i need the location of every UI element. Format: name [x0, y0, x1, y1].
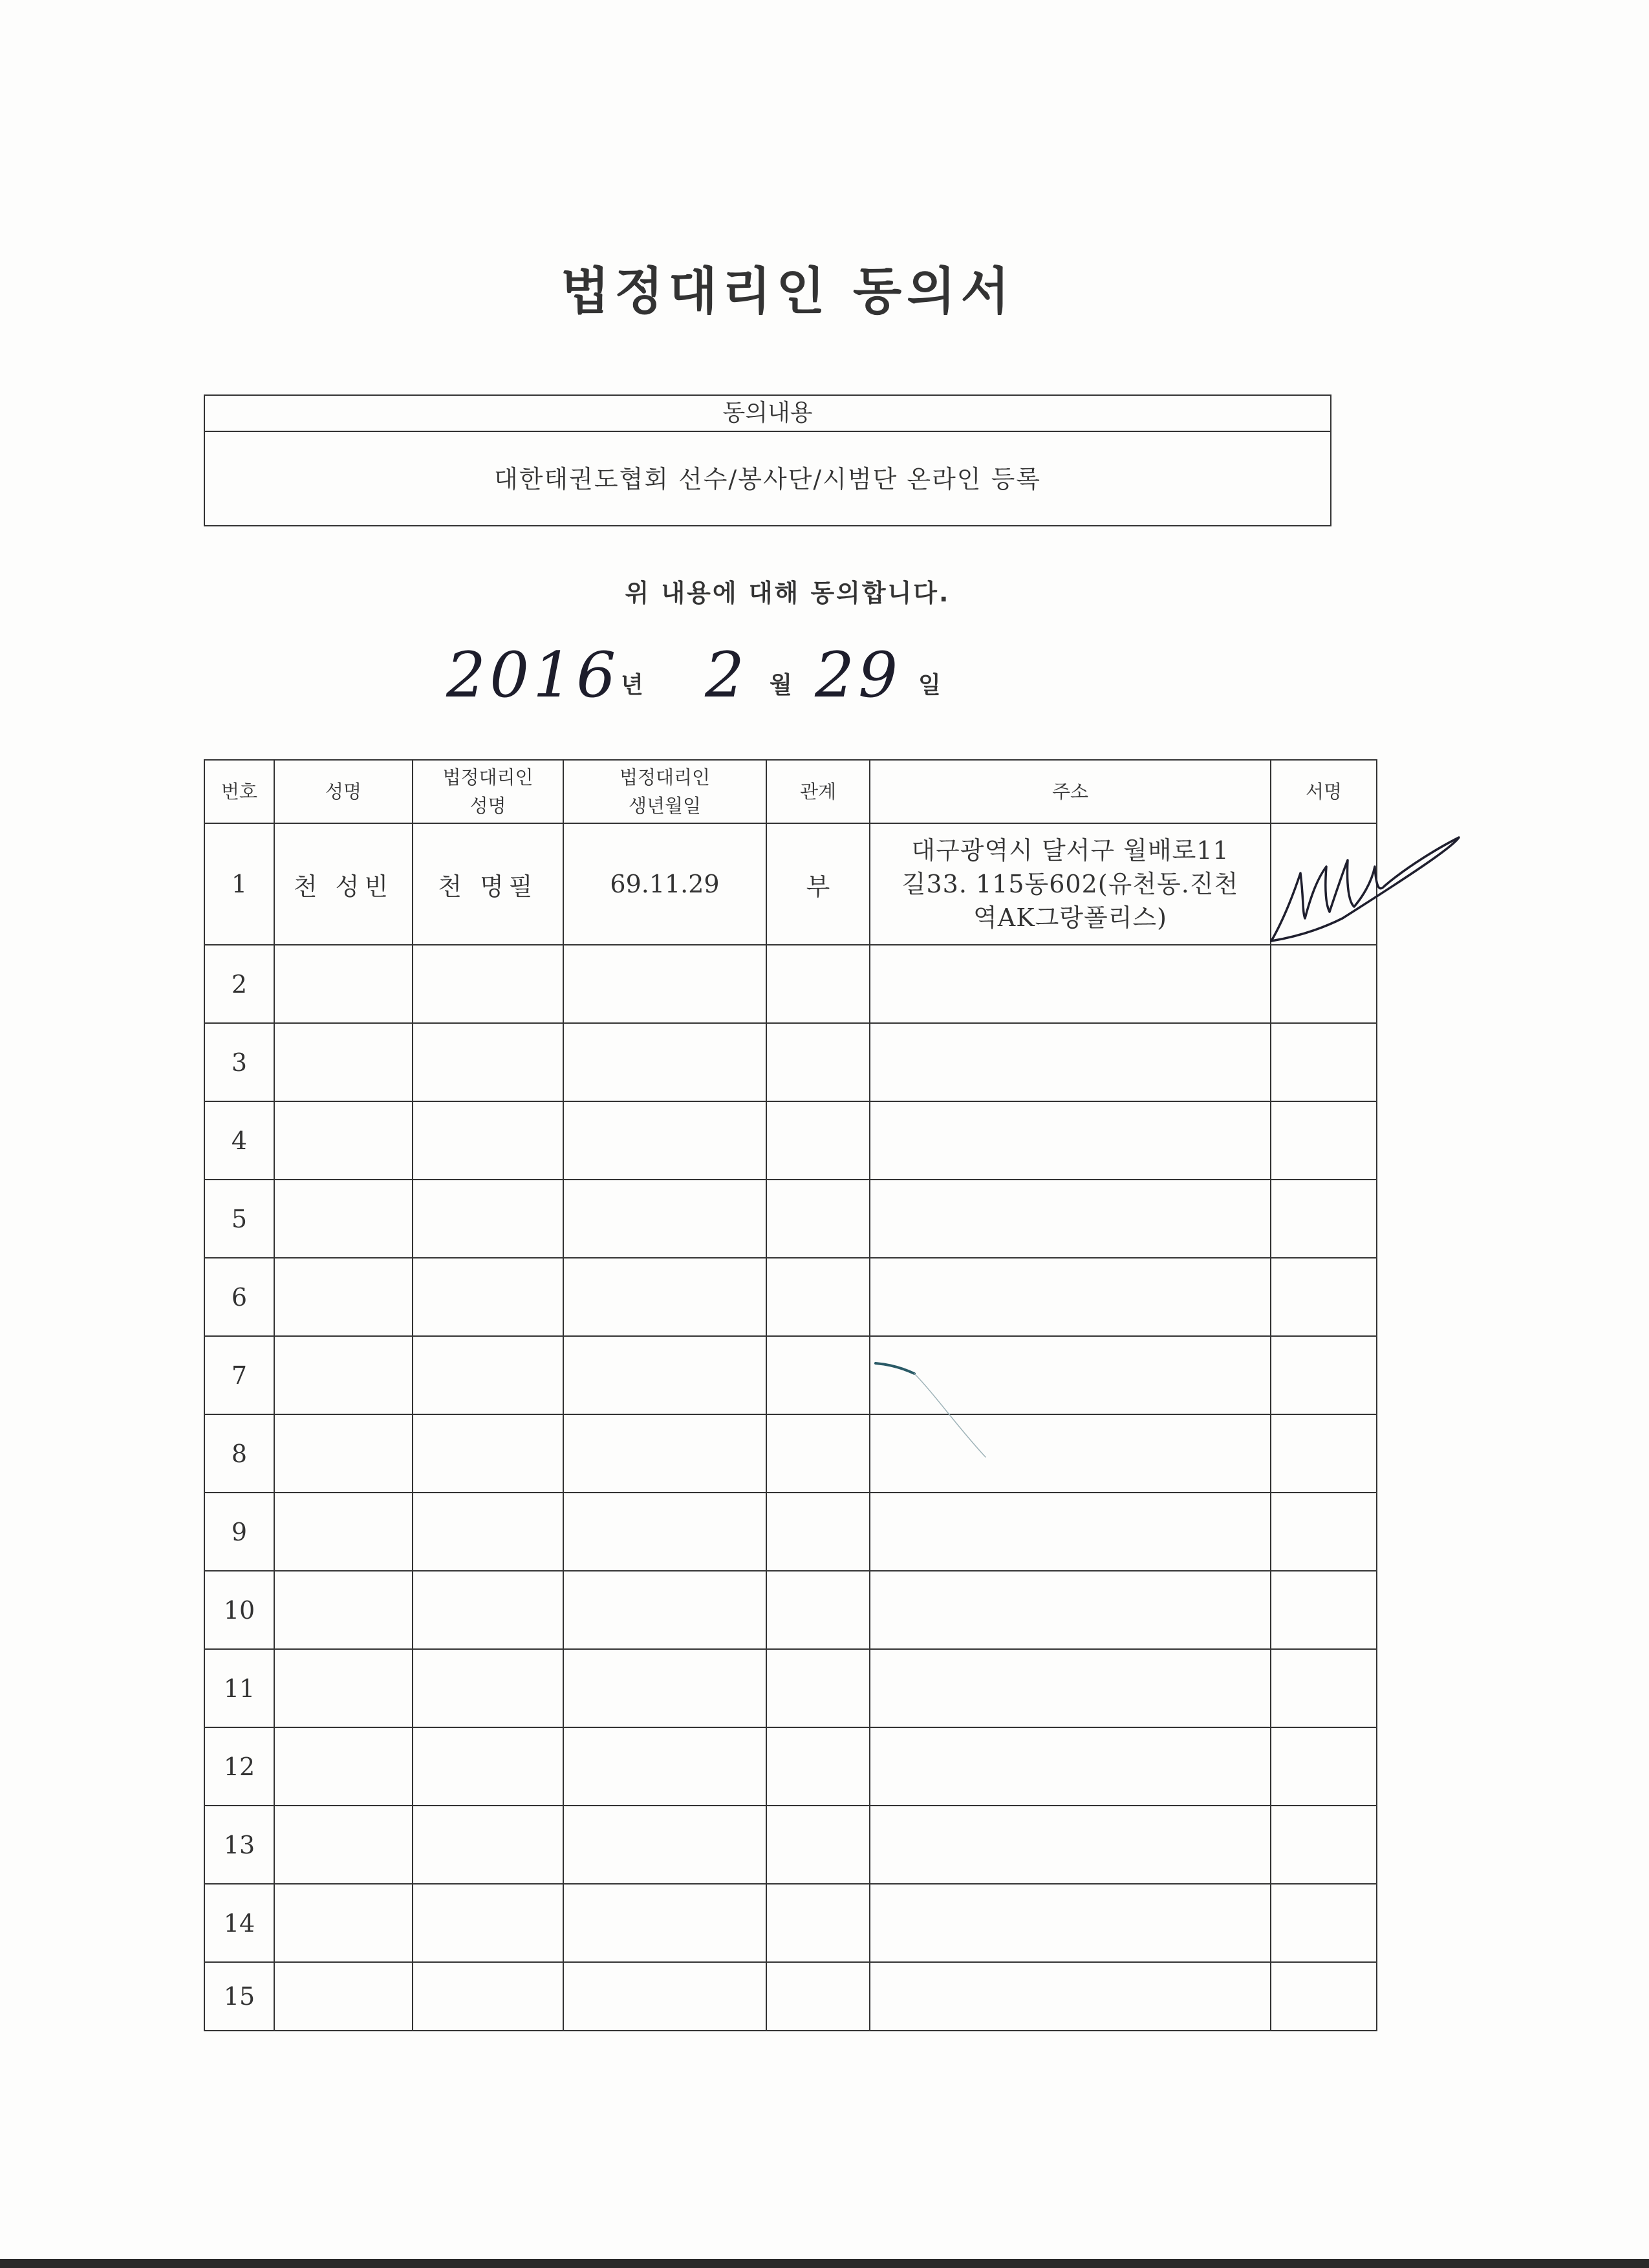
table-row: [204, 945, 1377, 1023]
table-row: [204, 1806, 1377, 1884]
cell-no: 8: [204, 1414, 274, 1493]
consent-header: 동의내용: [205, 396, 1330, 432]
registration-table: [204, 759, 1377, 2031]
cell-rep-birth: 69.11.29: [563, 823, 766, 945]
cell-relation: 부: [766, 823, 870, 945]
header-rep-birth: [563, 760, 766, 823]
table-row: [204, 1023, 1377, 1101]
cell-no: 4: [204, 1101, 274, 1180]
table-row: [204, 1101, 1377, 1180]
cell-no: 14: [204, 1884, 274, 1962]
cell-rep-name: 천 명필: [413, 823, 563, 945]
table-row: [204, 1571, 1377, 1649]
table-row: [204, 1649, 1377, 1727]
handwritten-signature: [1265, 821, 1472, 944]
cell-signature: [1271, 823, 1377, 945]
date-month-unit: 월: [770, 672, 792, 698]
cell-no: 1: [204, 823, 274, 945]
header-no: 번호: [204, 760, 274, 823]
cell-no: 9: [204, 1493, 274, 1571]
table-row: [204, 1962, 1377, 2031]
cell-no: 13: [204, 1806, 274, 1884]
header-name: 성명: [274, 760, 413, 823]
table-row: [204, 1414, 1377, 1493]
header-signature: 서명: [1271, 760, 1377, 823]
cell-no: 15: [204, 1962, 274, 2031]
cell-address: [870, 823, 1271, 945]
document-title: 법정대리인 동의서: [561, 263, 1015, 321]
date-day-unit: 일: [918, 672, 941, 698]
date-day: 29: [815, 639, 902, 711]
date-month: 2: [705, 639, 749, 711]
table-header-row: [204, 760, 1377, 823]
cell-no: 7: [204, 1336, 274, 1414]
page-bottom-edge: [0, 2259, 1649, 2268]
cell-name: 천 성빈: [274, 823, 413, 945]
address-line-3: 역AK그랑폴리스): [973, 903, 1167, 932]
header-rep-birth-line2: 생년월일: [628, 795, 702, 817]
date-line: [446, 634, 976, 718]
agree-statement: 위 내용에 대해 동의합니다.: [625, 579, 951, 607]
address-line-2: 길33. 115동602(유천동.진천: [901, 870, 1239, 898]
cell-no: 11: [204, 1649, 274, 1727]
table-row: [204, 1727, 1377, 1806]
cell-no: 10: [204, 1571, 274, 1649]
header-rep-birth-line1: 법정대리인: [619, 766, 711, 788]
table-row: [204, 1258, 1377, 1336]
address-line-1: 대구광역시 달서구 월배로11: [911, 836, 1229, 865]
cell-no: 12: [204, 1727, 274, 1806]
header-relation: 관계: [766, 760, 870, 823]
cell-no: 3: [204, 1023, 274, 1101]
cell-no: 2: [204, 945, 274, 1023]
date-year-unit: 년: [621, 672, 643, 698]
date-year: 2016: [446, 639, 620, 711]
header-address: 주소: [870, 760, 1271, 823]
consent-body: 대한태권도협회 선수/봉사단/시범단 온라인 등록: [493, 465, 1041, 493]
table-row: [204, 1493, 1377, 1571]
header-rep-name-line2: 성명: [469, 795, 506, 817]
header-rep-name-line1: 법정대리인: [442, 766, 534, 788]
table-row: [204, 1884, 1377, 1962]
cell-no: 5: [204, 1180, 274, 1258]
table-row: [204, 1180, 1377, 1258]
cell-no: 6: [204, 1258, 274, 1336]
consent-box: [204, 394, 1331, 526]
ink-stray-mark: [874, 1357, 991, 1460]
header-rep-name: [413, 760, 563, 823]
table-row: [204, 1336, 1377, 1414]
table-row: [204, 823, 1377, 945]
